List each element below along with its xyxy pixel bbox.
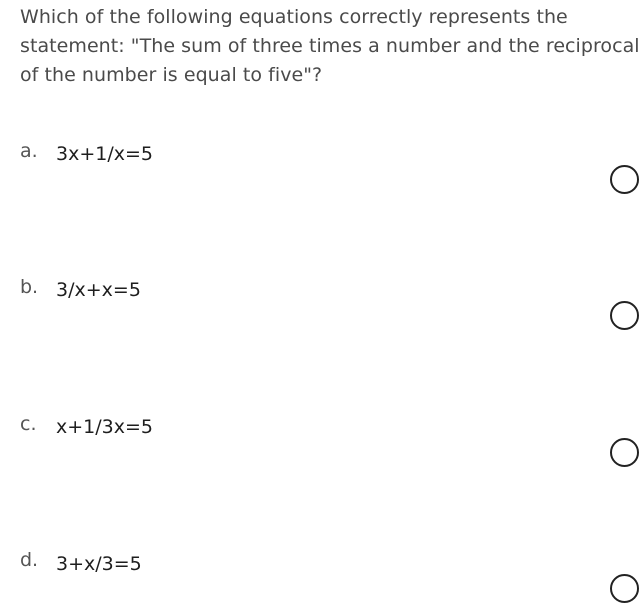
option-c[interactable] [0,413,644,473]
radio-button-d[interactable] [610,574,639,603]
option-label: x+1/3x=5 [56,416,153,438]
option-b[interactable] [0,276,644,336]
option-letter: b. [20,276,39,298]
option-a[interactable] [0,140,644,200]
radio-button-b[interactable] [610,301,639,330]
option-letter: d. [20,549,39,571]
option-letter: a. [20,140,38,162]
option-d[interactable] [0,549,644,609]
option-letter: c. [20,413,37,435]
option-label: 3/x+x=5 [56,279,141,301]
option-label: 3+x/3=5 [56,553,142,575]
question-text: Which of the following equations correctly represents the statement: "The sum of three times a number and the reciprocal of the number is equal to five"? [20,6,640,86]
option-label: 3x+1/x=5 [56,143,153,165]
radio-button-a[interactable] [610,165,639,194]
radio-button-c[interactable] [610,438,639,467]
